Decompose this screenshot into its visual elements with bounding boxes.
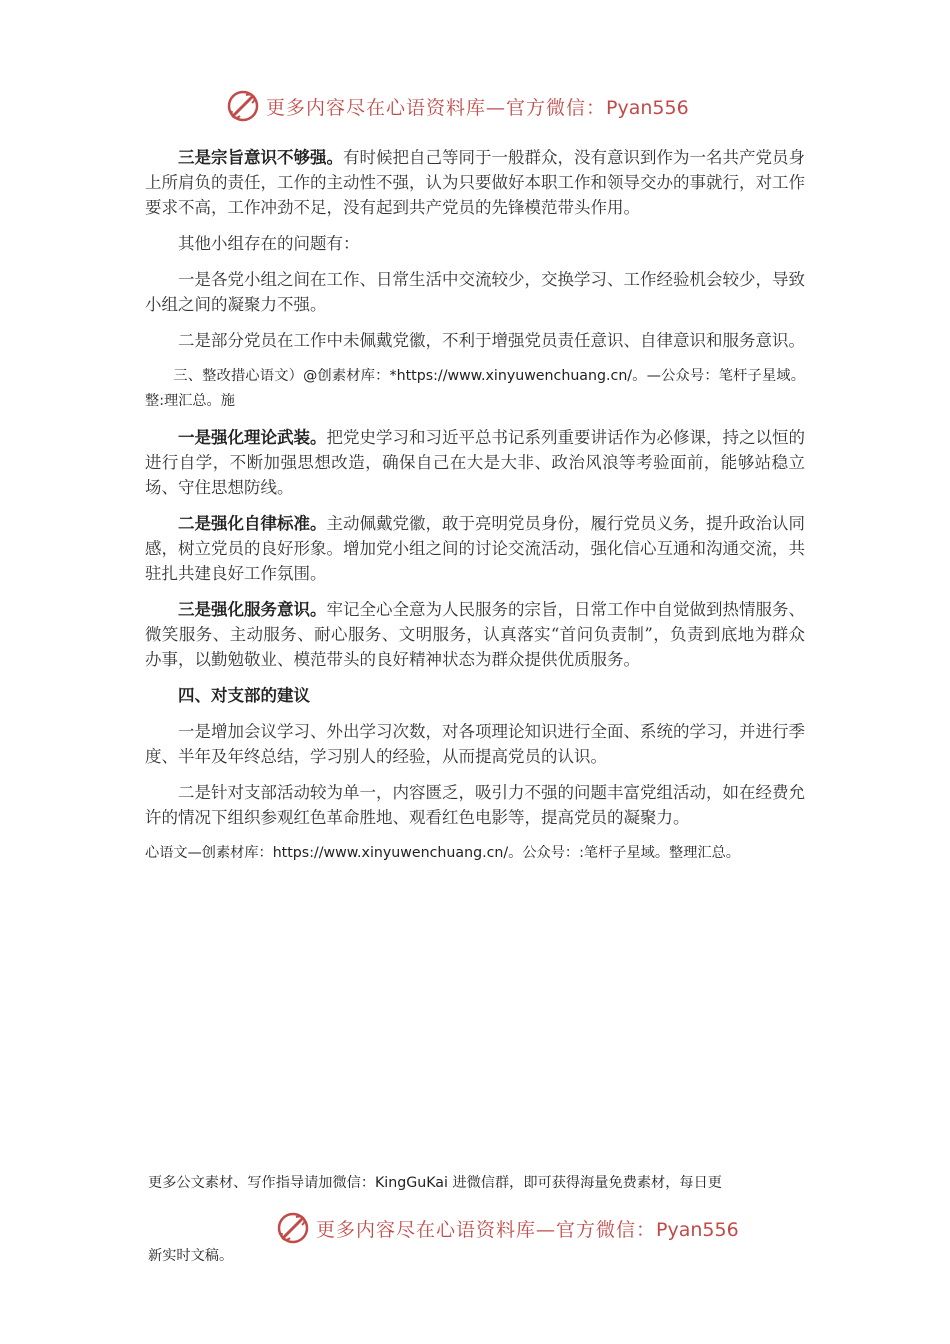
measure-text: 牢记全心全意为人民服务的宗旨，日常工作中自觉做到热情服务、微笑服务、主动服务、耐心服务、文明服务，认真落实“首问负责制”，负责到底地为群众办事，以勤勉敬业、模范带头的良好精神状态为群众提供优质服务。 xyxy=(145,600,805,669)
source-line: 心语文—创素材库：https://www.xinyuwenchuang.cn/。公众号：:笔杆子星域。整理汇总。 xyxy=(145,845,740,861)
paragraph: 其他小组存在的问题有： xyxy=(178,234,360,253)
measure-text: 主动佩戴党徽，敢于亮明党员身份，履行党员义务，提升政治认同感，树立党员的良好形象。增加党小组之间的讨论交流活动，强化信心互通和沟通交流，共驻扎共建良好工作氛围。 xyxy=(145,514,805,583)
paragraph-lead: 三是宗旨意识不够强。 xyxy=(178,148,343,167)
measure-item xyxy=(145,511,805,586)
measure-lead: 二是强化自律标准。 xyxy=(178,514,327,533)
measure-lead: 三是强化服务意识。 xyxy=(178,600,327,619)
banner-label: 更多内容尽在心语资料库—官方微信： xyxy=(266,97,607,119)
top-banner xyxy=(0,86,950,126)
brush-logo-icon xyxy=(276,1211,310,1245)
paragraph-text: 有时候把自己等同于一般群众，没有意识到作为一名共产党员身上所肩负的责任，工作的主动性不强，认为只要做好本职工作和领导交办的事就行，对工作要求不高，工作冲劲不足，没有起到共产党员的先锋模范带头作用。 xyxy=(145,148,805,217)
measure-text: 把党史学习和习近平总书记系列重要讲话作为必修课，持之以恒的进行自学，不断加强思想改造，确保自己在大是大非、政治风浪等考验面前，能够站稳立场、守住思想防线。 xyxy=(145,428,805,497)
brush-logo-icon xyxy=(226,89,260,123)
banner-account: Pyan556 xyxy=(606,97,689,119)
banner-text xyxy=(316,1215,739,1242)
measure-item xyxy=(145,425,805,500)
section3-heading: 三、整改措心语文）@创素材库：*https://www.xinyuwenchuang.cn/。—公众号：笔杆子星域。整:理汇总。施 xyxy=(145,368,805,409)
section4-heading: 四、对支部的建议 xyxy=(178,686,310,705)
footer-line-1: 更多公文素材、写作指导请加微信：KingGuKai 进微信群，即可获得海量免费素材，每日更 xyxy=(148,1175,722,1191)
banner-account: Pyan556 xyxy=(656,1219,739,1241)
suggestion-item: 二是针对支部活动较为单一，内容匮乏，吸引力不强的问题丰富党组活动，如在经费允许的情况下组织参观红色革命胜地、观看红色电影等，提高党员的凝聚力。 xyxy=(145,783,805,827)
bottom-banner xyxy=(0,1208,950,1248)
banner-label: 更多内容尽在心语资料库—官方微信： xyxy=(316,1219,657,1241)
document-body xyxy=(145,145,805,877)
paragraph: 一是各党小组之间在工作、日常生活中交流较少，交换学习、工作经验机会较少，导致小组之间的凝聚力不强。 xyxy=(145,270,805,314)
banner-text xyxy=(266,93,689,120)
measure-lead: 一是强化理论武装。 xyxy=(178,428,327,447)
paragraph xyxy=(145,145,805,220)
footer-line-2: 新实时文稿。 xyxy=(148,1248,234,1264)
suggestion-item: 一是增加会议学习、外出学习次数，对各项理论知识进行全面、系统的学习，并进行季度、半年及年终总结，学习别人的经验，从而提高党员的认识。 xyxy=(145,722,805,766)
paragraph: 二是部分党员在工作中未佩戴党徽，不利于增强党员责任意识、自律意识和服务意识。 xyxy=(178,331,805,350)
measure-item xyxy=(145,597,805,672)
